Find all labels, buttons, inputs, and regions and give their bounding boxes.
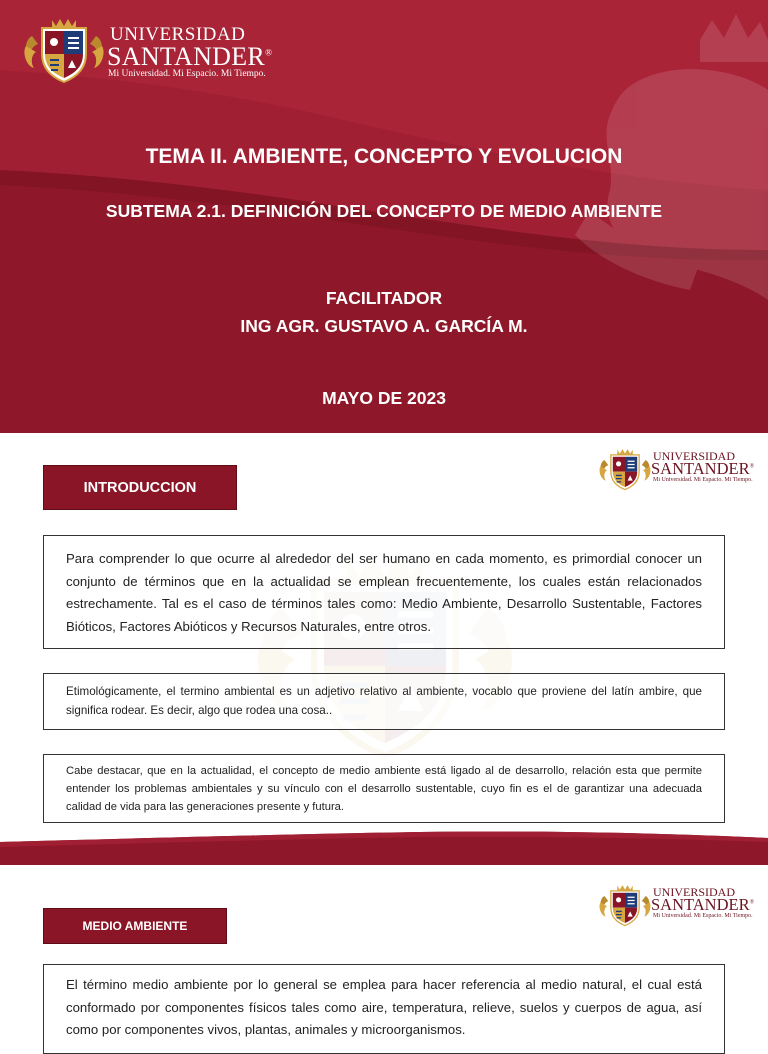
university-logo-small (598, 883, 758, 929)
cover-title: TEMA II. AMBIENTE, CONCEPTO Y EVOLUCION (145, 145, 623, 168)
facilitator-name: ING AGR. GUSTAVO A. GARCÍA M. (240, 316, 528, 336)
brand-line1: UNIVERSIDAD (110, 24, 246, 45)
brand-tagline: Mi Universidad. Mi Espacio. Mi Tiempo. (653, 913, 753, 919)
brand-line1: UNIVERSIDAD (653, 885, 735, 899)
medio-ambiente-heading: MEDIO AMBIENTE (43, 908, 227, 944)
university-shield-icon (598, 883, 652, 927)
university-logo (22, 16, 273, 86)
brand-tagline: Mi Universidad. Mi Espacio. Mi Tiempo. (108, 69, 266, 79)
brand-tagline: Mi Universidad. Mi Espacio. Mi Tiempo. (653, 477, 753, 483)
medio-ambiente-paragraph: El término medio ambiente por lo general se emplea para hacer referencia al medio natural, el cual está conformado por componentes físicos tales como aire, temperatura, relieve, suelos y cuerpos de agua, así como por componentes vivos, plantas, animales y microorganismos. (43, 964, 725, 1054)
intro-paragraph-1: Para comprender lo que ocurre al alrededor del ser humano en cada momento, es primordial conocer un conjunto de términos que en la actualidad se emplean frecuentemente, los cuales están relacionados estrechamente. Tal es el caso de términos tales como: Medio Ambiente, Desarrollo Sustentable, Factores Bióticos, Factores Abióticos y Recursos Naturales, entre otros. (43, 535, 725, 649)
brand-line2: SANTANDER® (107, 42, 273, 71)
university-shield-icon (22, 16, 106, 84)
brand-line2: SANTANDER® (651, 895, 755, 914)
cover-subtitle: SUBTEMA 2.1. DEFINICIÓN DEL CONCEPTO DE MEDIO AMBIENTE (105, 201, 663, 221)
brand-line2: SANTANDER® (651, 459, 755, 478)
facilitator-label: FACILITADOR (325, 288, 443, 308)
slide-divider-wave (0, 828, 768, 865)
cover-date: MAYO DE 2023 (322, 388, 446, 408)
medio-ambiente-slide (0, 865, 768, 1037)
intro-paragraph-3: Cabe destacar, que en la actualidad, el concepto de medio ambiente está ligado al de desarrollo, relación esta que permite entender los problemas ambientales y su vínculo con el desarrollo sustentable, cuyo fin es el de garantizar una adecuada calidad de vida para las generaciones presente y futura. (43, 754, 725, 823)
intro-slide (0, 433, 768, 865)
intro-paragraph-2: Etimológicamente, el termino ambiental es un adjetivo relativo al ambiente, vocablo que proviene del latín ambire, que significa rodear. Es decir, algo que rodea una cosa.. (43, 673, 725, 730)
university-shield-icon (598, 447, 652, 491)
university-logo-small (598, 447, 758, 493)
brand-line1: UNIVERSIDAD (653, 449, 735, 463)
cover-slide (0, 0, 768, 433)
intro-heading: INTRODUCCION (43, 465, 237, 510)
